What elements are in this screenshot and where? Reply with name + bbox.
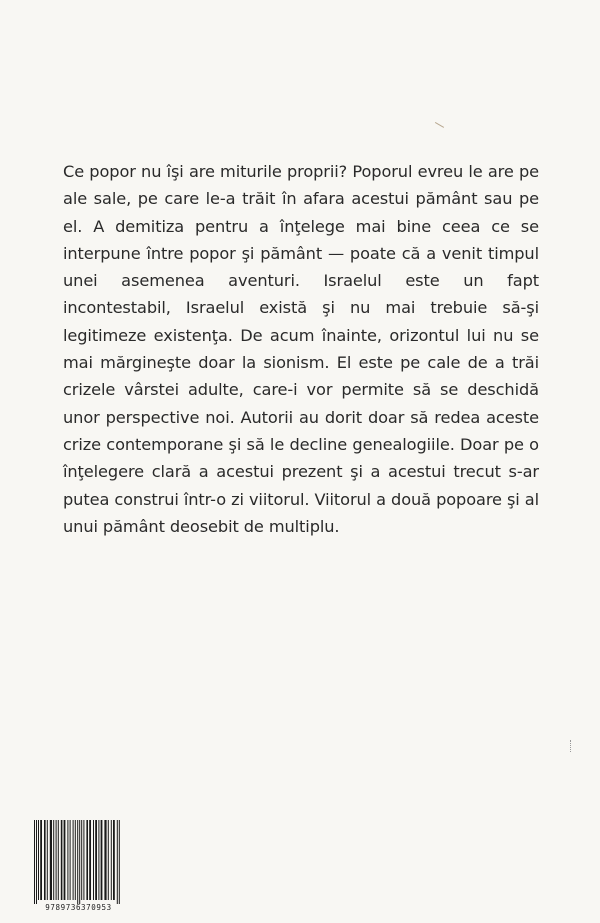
barcode-bar (70, 820, 71, 900)
barcode-bar (36, 820, 37, 904)
barcode-bar (73, 820, 74, 900)
barcode-bar (117, 820, 118, 904)
barcode-bar (64, 820, 66, 900)
barcode-bar (47, 820, 48, 900)
barcode-bar (38, 820, 39, 900)
barcode-bar (108, 820, 109, 900)
barcode-bar (81, 820, 82, 900)
edge-artifact (570, 740, 573, 752)
barcode-bar (34, 820, 35, 904)
barcode-bar (44, 820, 46, 900)
barcode-bar (111, 820, 112, 900)
barcode-bar (53, 820, 54, 900)
barcode-bar (75, 820, 76, 900)
barcode-bar (61, 820, 63, 900)
barcode-bar (79, 820, 80, 904)
barcode-bar (56, 820, 57, 900)
barcode-bar (104, 820, 106, 900)
barcode-bar (98, 820, 99, 900)
barcode-bar (40, 820, 42, 900)
barcode-bar (89, 820, 91, 900)
barcode-bar (86, 820, 88, 900)
barcode-bar (101, 820, 103, 900)
barcode-bar (119, 820, 120, 904)
blurb-paragraph: Ce popor nu îşi are miturile proprii? Poporul evreu le are pe ale sale, pe care le-a trăit în afara acestui pământ sau pe el. A demitiza pentru a înţelege mai bine ceea ce se interpune între popor şi pământ — poate că a venit timpul unei asemenea aventuri. Israelul este un fapt incontestabil, Israelul există şi nu mai trebuie să-şi legitimeze existenţa. De acum înainte, orizontul lui nu se mai mărgineşte doar la sionism. El este pe cale de a trăi crizele vârstei adulte, care-i vor permite să se deschidă unor perspective noi. Autorii au dorit doar să redea aceste crize contemporane şi să le decline genealogiile. Doar pe o înţelegere clară a acestui prezent şi a acestui trecut s-ar putea construi într-o zi viitorul. Viitorul a două popoare şi al unui pământ deosebit de multiplu. (63, 162, 539, 536)
barcode-bar (67, 820, 68, 900)
barcode-bar (77, 820, 78, 904)
barcode-bar (95, 820, 97, 900)
decorative-mark (432, 122, 444, 133)
barcode-bar (58, 820, 59, 900)
isbn-number: 9789736370953 (45, 903, 112, 912)
barcode-bar (50, 820, 52, 900)
barcode-icon (32, 820, 125, 904)
barcode-bar (113, 820, 115, 900)
barcode-bar (83, 820, 84, 900)
barcode-bar (93, 820, 94, 900)
